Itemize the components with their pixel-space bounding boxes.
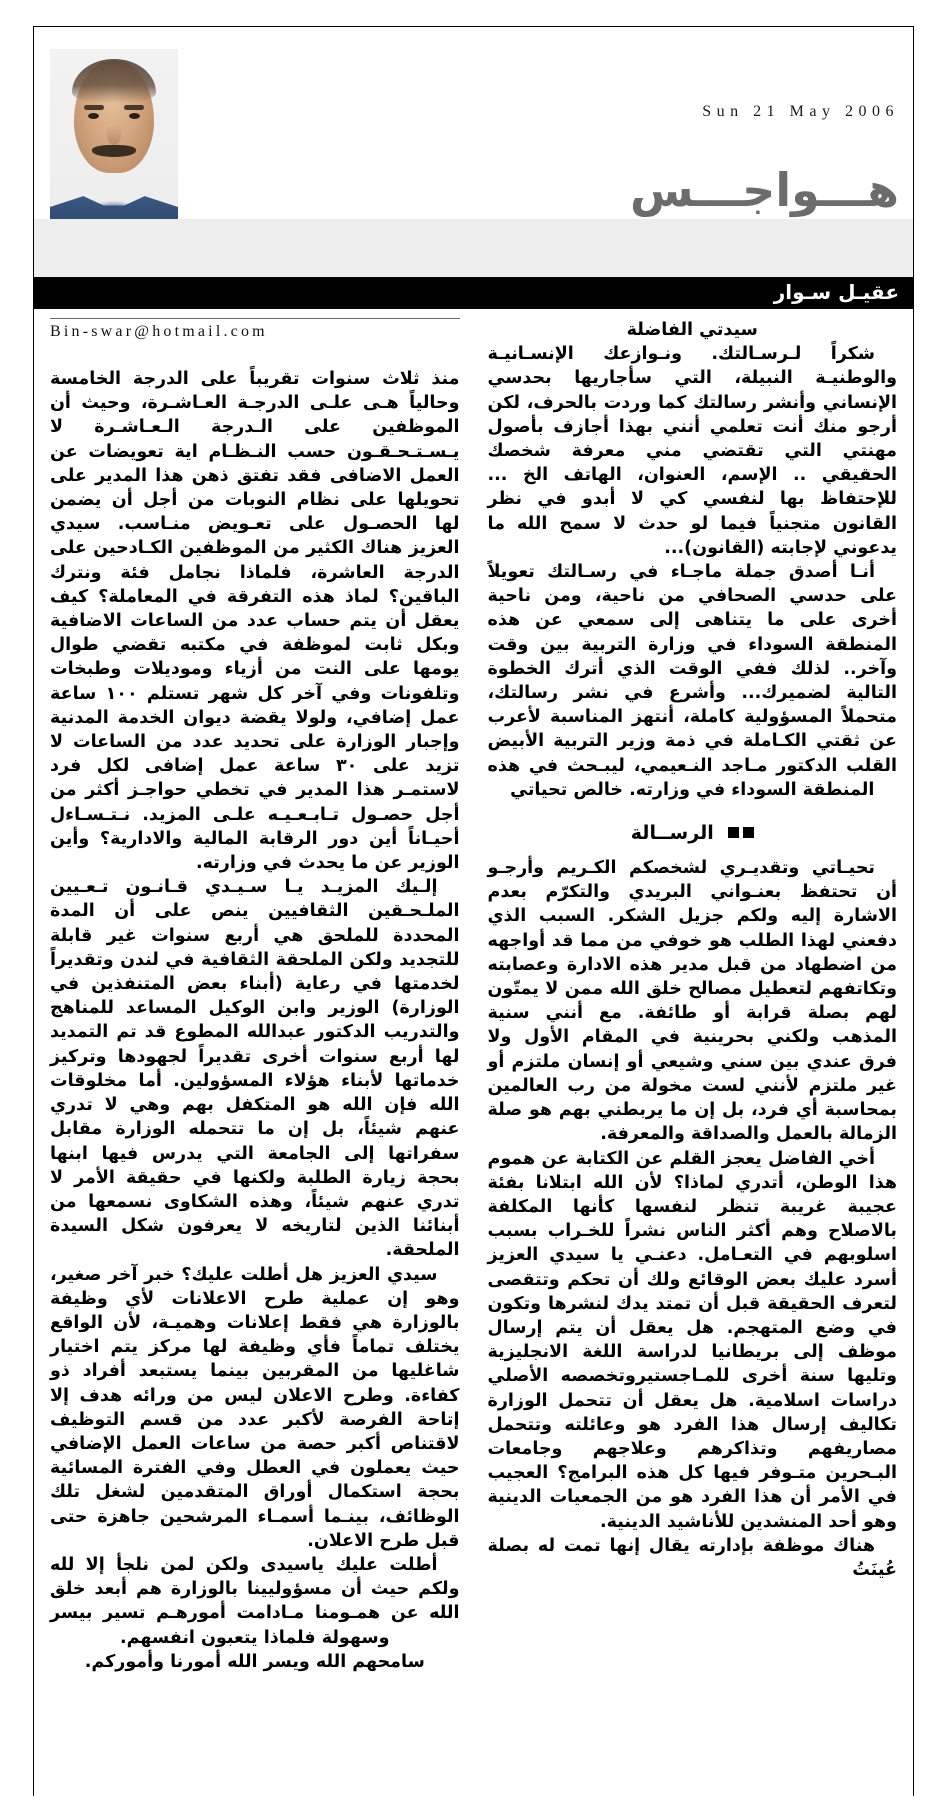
paragraph-left-5: سامحهم الله ويسر الله أمورنا وأموركم.: [84, 1651, 425, 1672]
paragraph-letter-3: هناك موظفة بإدارته يقال إنها تمت له بصلة عُينَتُ: [487, 1535, 897, 1580]
article-columns: [34, 318, 913, 1794]
column-title: هـــواجـــس: [629, 163, 899, 217]
portrait-nose: [107, 125, 121, 145]
portrait-moustache: [92, 145, 136, 157]
masthead: [34, 27, 913, 304]
publication-date: Sun 21 May 2006: [702, 103, 899, 120]
section-heading-letter: [488, 822, 898, 844]
masthead-grey-band: [34, 219, 913, 277]
section-heading-label: الرســالة: [630, 822, 714, 845]
paragraph-left-2: إلـيك المزيـد يـا سـيـدي قـانـون تـعـيين الملـحـقين الثقافيين ينص على أن المدة المحددة للملحق هي أربع سنوات غير قابلة للتجديد ولكن الملحقة الثقافية في لندن وتقديراً لخدمتها في رعاية (أبناء بعض المتنفذين في الوزارة) الوزير وابن الوكيل المساعد للمناهج والتدريب الدكتور عبدالله المطوع قد تم التمديد لها أربع سنوات أخرى تقديراً لجهودها وتركيز خدماتها لأبناء هؤلاء المسؤولين. أما مخلوقات الله فإن الله هو المتكفل بهم وهي لا تدري عنهم شيئاً، بل إن ما تتحمله الوزارة مقابل سفراتها إلى الجامعة التي يدرس فيها ابنها بحجة زيارة الطلبة ولكنها في حقيقة الأمر لا تدري عنهم شيئاً، وهذه الشكاوى نسمعها من أبنائنا الذين لتاريخه لا يعرفون شكل السيدة الملحقة.: [50, 877, 460, 1261]
paragraph-salutation: سيدتي الفاضلة: [626, 320, 758, 340]
author-name-bar: [34, 277, 913, 309]
author-contact: [50, 318, 460, 341]
paragraph-reply-2: أنـا أصدق جملة ماجـاء في رسـالتك تعويلاً على حدسي الصحافي من ناحية، ومن ناحية أخرى على ما يتناهى إلى سمعي عن هذه المنطقة السوداء في وزارة التربية بين وقت وآخر.. لذلك ففي الوقت الذي أترك الخطوة التالية لضميرك... وأشرع في نشر رسالتك، متحملاً المسؤولية كاملة، أنتهز المناسبة لأعرب عن ثقتي الكـاملة في ذمة وزير التربية الأبيض القلب الدكتور مـاجد النـعيمي، ليبـحث في هذه المنطقة السوداء في وزارته. خالص تحياتي: [487, 562, 897, 800]
portrait-eyebrow-left: [84, 105, 104, 110]
paragraph-left-4: أطلت عليك ياسيدى ولكن لمن نلجأ إلا لله ولكم حيث أن مسؤوليينا بالوزارة هم أبعد خلق الله عن همـومنا مـادامت أمورهـم تسير بيسر وسهولة فلماذا يتعبون انفسهم.: [50, 1554, 460, 1648]
author-name: عقيـل سـوار: [773, 280, 899, 304]
page-border-right: [913, 26, 914, 1796]
portrait-eyebrow-right: [124, 105, 144, 110]
paragraph-letter-2: أخي الفاضل يعجز القلم عن الكتابة عن هموم هذا الوطن، أتدري لماذا؟ لأن الله ابتلانا بفئة عجيبة غريبة تنظر لنفسها كأنها المكلفة بالاصلاح وهم أكثر الناس نشراً للخـراب بسبب اسلوبهم في التعـامل. دعنـي يا سيدي العزيز أسرد عليك بعض الوقائع ولك أن تحكم وتتقصى لتعرف الحقيقة قبل أن تمتد يدك لنشرها وتكون في وضع المتهجم. هل يعقل أن يتم إرسال موظف إلى بريطانيا لدراسة اللغة الانجليزية وتليها سنة أخرى للمـاجستيروتخصصه الأصلي دراسات اسلامية. هل يعقل أن تتحمل الوزارة تكاليف إرسال هذا الفرد هو وعائلته وتتحمل مصاريفهم وتذاكرهم وعلاجهم وجامعات البـحرين متـوفر فيها كل هذه البرامج؟ العجيب في الأمر أن هذا الفرد هو من الجمعيات الدينية وهو أحد المنشدين للأناشيد الدينية.: [487, 1148, 897, 1532]
email-divider: [50, 318, 460, 319]
paragraph-left-1: منذ ثلاث سنوات تقريباً على الدرجة الخامسة وحالياً هـى علـى الدرجـة العـاشـرة، وحيث أن الموظفين على الـدرجة الـعـاشـرة لا يـسـتـحـقـون حسب النـظـام اية تعويضات عن العمل الاضافى فقد تفتق ذهن هذا المدير على تحويلها على نظام النوبات من أجل أن يضمن لها الحصـول على تعـويض منـاسب. سيدي العزيز هناك الكثير من الموظفين الكـادحين على الدرجة العاشرة، فلماذا نجامل فئة ونترك الباقين؟ لماذ هذه التفرقة في المعاملة؟ كيف يعقل أن يتم حساب عدد من الساعات الاضافية وبكل ثابت لموظفة في مكتبه تقضي طوال يومها على النت من أزياء وموديلات وطبخات وتلفونات وفي آخر كل شهر تستلم ١٠٠ ساعة عمل إضافي، ولولا يقضة ديوان الخدمة المدنية وإجبار الوزارة على تحديد عدد من الساعات لا تزيد على ٣٠ ساعة عمل إضافى لكل فرد لاستمـر هذا المدير في تخطي حواجـز أكثر من أجل حصـول تـابـعـيـه علـى المزيد. نـتـسـاءل أحيـاناً أين دور الرقابة المالية والادارية؟ وأين الوزير عن ما يحدث في وزارته.: [50, 369, 460, 874]
column-right: [474, 318, 914, 1794]
square-bullet-icon: [728, 827, 739, 838]
paragraph-left-3: سيدي العزيز هل أطلت عليك؟ خبر آخر صغير، وهو إن عملية طرح الاعلانات لأي وظيفة بالوزارة هي فقط إعلانات وهميـة، لأن الواقع يختلف تماماً فأي وظيفة لها مركز يتم اختيار شاغليها من المقربين بينما يستبعد أفراد ذو كفاءة. وطرح الاعلان ليس من ورائه هدف إلا إتاحة الفرصة لأكبر عدد من قسم التوظيف لاقتناص أكبر حصة من ساعات العمل الإضافي حيث يعملون في العطل وفي الفترة المسائية بحجة استكمال أوراق المتقدمين لشغل تلك الوظائف، بينـما أسمـاء المرشحين جاهزة حتى قبل طرح الاعلان.: [50, 1264, 460, 1551]
square-bullet-icon: [743, 827, 754, 838]
paragraph-letter-1: تحيـاتي وتقديـري لشخصكم الكـريم وأرجـو أن تحتفظ بعنـواني البريدي والتكرّم بعدم الاشارة إليه ولكم جزيل الشكر. السبب الذي دفعني لهذا الطلب هو خوفي من مما قد أواجهه من اضطهاد من قبل مدير هذه الادارة وعصابته وتكاتفهم لتعطيل مصالح خلق الله ممن لا يمتّون لهم بصلة قرابة أو طائفة. مع أنني سنية المذهب ولكني بحرينية في المقام الأول ولا فرق عندي بين سني وشيعي أو إنسان ملتزم أو غير ملتزم لأنني لست مخولة من رب العالمين بمحاسبة أي فرد، بل إن ما يربطني بهم هو صلة الزمالة بالعمل والصداقة والمعرفة.: [487, 858, 897, 1145]
portrait-eye-right: [129, 113, 140, 119]
portrait-eye-left: [88, 113, 99, 119]
author-email[interactable]: Bin-swar@hotmail.com: [50, 323, 268, 340]
column-left: [34, 318, 474, 1794]
paragraph-reply-1: شكراً لـرسـالتك. ونـوازعك الإنسـانيـة والوطنيـة النبيلة، التي سأجاريها بحدسي الإنساني وأنشر رسالتك كما وردت بالحرف، لكن أرجو منك أنت تعلمي أنني بهذا أجازف بأصول مهنتي التي تقتضي مني معرفة شخصك الحقيقي .. الإسم، العنوان، الهاتف الخ ... للإحتفاظ بها لنفسي كي لا أبدو في نظر القانون متجنياً فيما لو حدث لا سمح الله ما يدعوني لإجابته (القانون)...: [487, 344, 897, 558]
